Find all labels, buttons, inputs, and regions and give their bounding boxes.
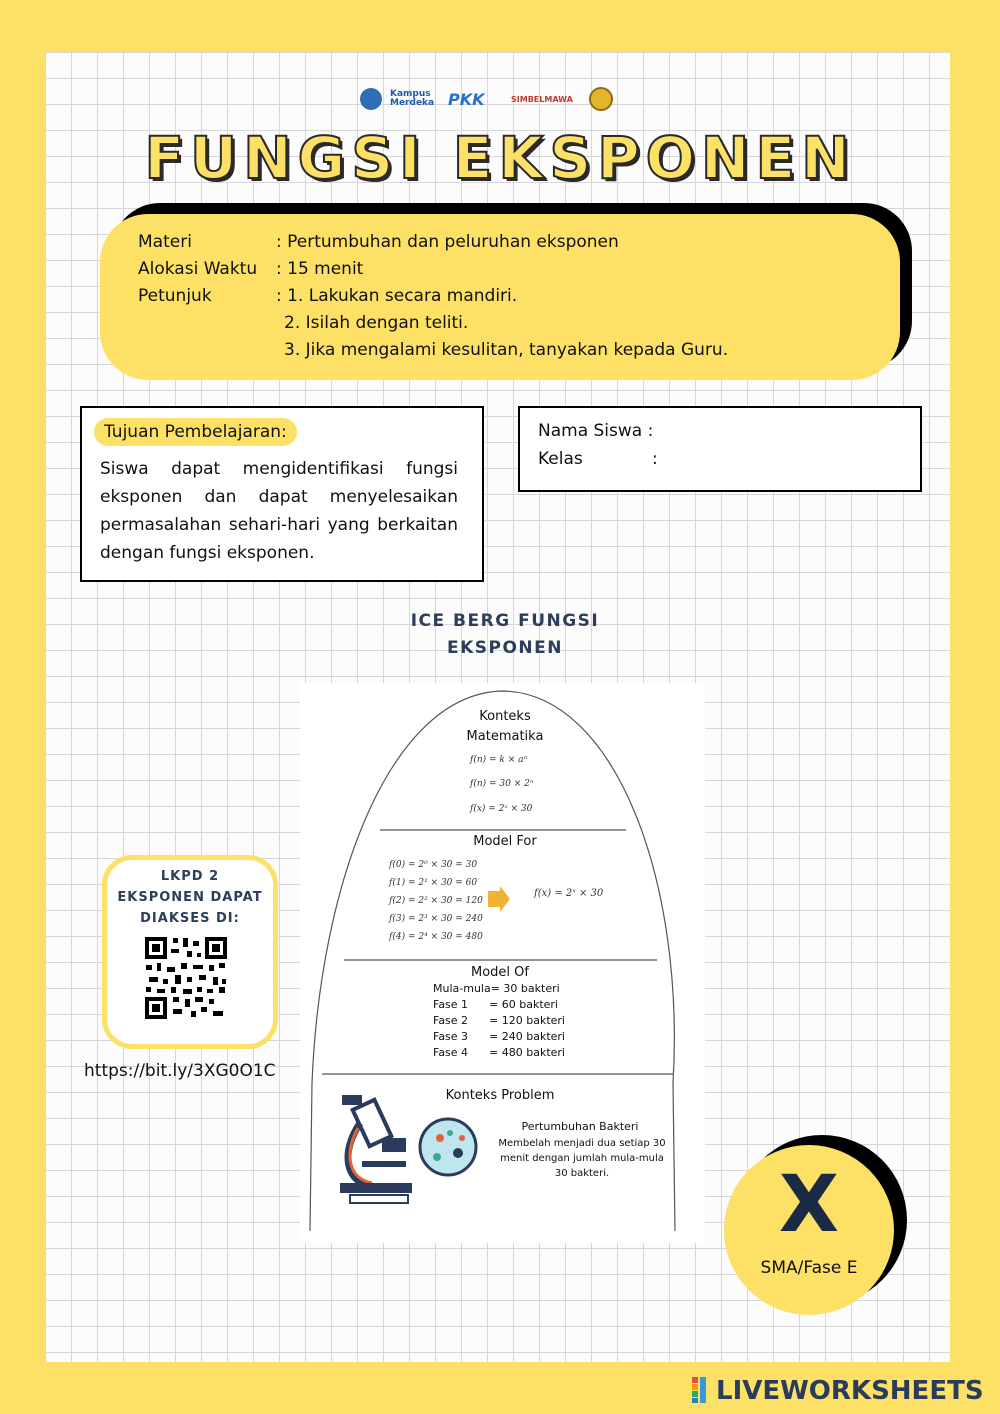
formula-2: f(n) = 30 × 2ⁿ bbox=[470, 779, 534, 789]
grade-number: X bbox=[778, 1160, 840, 1250]
university-seal-icon bbox=[589, 87, 613, 111]
qr-title-line: LKPD 2 bbox=[160, 869, 220, 884]
alokasi-value: : 15 menit bbox=[276, 259, 364, 279]
petunjuk-step-1: : 1. Lakukan secara mandiri. bbox=[276, 286, 518, 306]
iceberg-diagram bbox=[300, 683, 705, 1243]
petunjuk-step-2: 2. Isilah dengan teliti. bbox=[284, 313, 469, 333]
materi-value: : Pertumbuhan dan peluruhan eksponen bbox=[276, 232, 619, 252]
problem-text: Membelah menjadi dua setiap 30 menit dengan jumlah mula-mula 30 bakteri. bbox=[498, 1138, 666, 1179]
model-of-label: Model Of bbox=[471, 965, 529, 980]
liveworksheets-brand[interactable]: LIVEWORKSHEETS bbox=[716, 1376, 984, 1406]
model-of-row: Fase 4 = 480 bakteri bbox=[433, 1046, 565, 1059]
petunjuk-label: Petunjuk bbox=[138, 286, 212, 306]
model-of-row: Mula-mula= 30 bakteri bbox=[433, 982, 560, 995]
kelas-label: Kelas bbox=[538, 449, 583, 469]
iceberg-title bbox=[380, 608, 630, 662]
iceberg-title-line1: ICE BERG FUNGSI bbox=[410, 611, 600, 631]
formula-1: f(n) = k × aⁿ bbox=[470, 755, 528, 765]
microscope-icon bbox=[340, 1095, 412, 1203]
grade-level: SMA/Fase E bbox=[760, 1258, 858, 1278]
tujuan-text: Siswa dapat mengidentifikasi fungsi eksponen dan dapat menyelesaikan permasalahan sehari-hari yang berkaitan dengan fungsi eksponen. bbox=[100, 459, 458, 563]
model-for-row: f(0) = 2⁰ × 30 = 30 bbox=[389, 860, 478, 870]
nama-siswa-label: Nama Siswa : bbox=[538, 421, 654, 441]
model-of-row: Fase 2 = 120 bakteri bbox=[433, 1014, 565, 1027]
qr-title-line: DIAKSES DI: bbox=[140, 911, 240, 926]
model-of-row: Fase 3 = 240 bakteri bbox=[433, 1030, 565, 1043]
tujuan-label: Tujuan Pembelajaran: bbox=[94, 418, 297, 446]
qr-title-line: EKSPONEN DAPAT bbox=[117, 890, 263, 905]
qr-title bbox=[100, 866, 280, 929]
nama-siswa-input[interactable] bbox=[664, 421, 904, 443]
model-for-label: Model For bbox=[473, 834, 537, 849]
konteks-matematika-label-2: Matematika bbox=[466, 729, 544, 744]
logo-row bbox=[360, 84, 620, 114]
problem-title: Pertumbuhan Bakteri bbox=[521, 1120, 639, 1133]
petri-dish-icon bbox=[420, 1119, 476, 1175]
model-for-row: f(4) = 2⁴ × 30 = 480 bbox=[389, 932, 483, 942]
simbelmawa-logo: SIMBELMAWA bbox=[511, 94, 573, 104]
kampus-merdeka-logo: Kampus Merdeka bbox=[390, 89, 435, 108]
konteks-problem-label: Konteks Problem bbox=[445, 1088, 555, 1103]
model-for-row: f(2) = 2² × 30 = 120 bbox=[389, 896, 483, 906]
page-title: FUNGSI EKSPONEN bbox=[144, 124, 856, 192]
model-for-row: f(1) = 2¹ × 30 = 60 bbox=[389, 878, 478, 888]
kemendikbud-logo-icon bbox=[360, 88, 382, 110]
model-for-result: f(x) = 2ˣ × 30 bbox=[534, 888, 604, 899]
qr-code-icon[interactable] bbox=[143, 935, 229, 1021]
pkk-logo: PKK bbox=[448, 89, 485, 109]
arrow-right-icon bbox=[488, 886, 510, 912]
model-of-row: Fase 1 = 60 bakteri bbox=[433, 998, 558, 1011]
kelas-input[interactable] bbox=[664, 449, 904, 471]
konteks-matematika-label-1: Konteks bbox=[479, 709, 531, 724]
model-for-row: f(3) = 2³ × 30 = 240 bbox=[389, 914, 483, 924]
petunjuk-step-3: 3. Jika mengalami kesulitan, tanyakan kepada Guru. bbox=[284, 340, 729, 360]
alokasi-label: Alokasi Waktu bbox=[138, 259, 258, 279]
liveworksheets-logo-icon bbox=[692, 1377, 714, 1403]
formula-3: f(x) = 2ˣ × 30 bbox=[470, 804, 533, 814]
lkpd-link[interactable]: https://bit.ly/3XG0O1C bbox=[84, 1061, 276, 1081]
iceberg-title-line2: EKSPONEN bbox=[446, 638, 563, 658]
kelas-colon: : bbox=[652, 449, 658, 469]
materi-label: Materi bbox=[138, 232, 192, 252]
